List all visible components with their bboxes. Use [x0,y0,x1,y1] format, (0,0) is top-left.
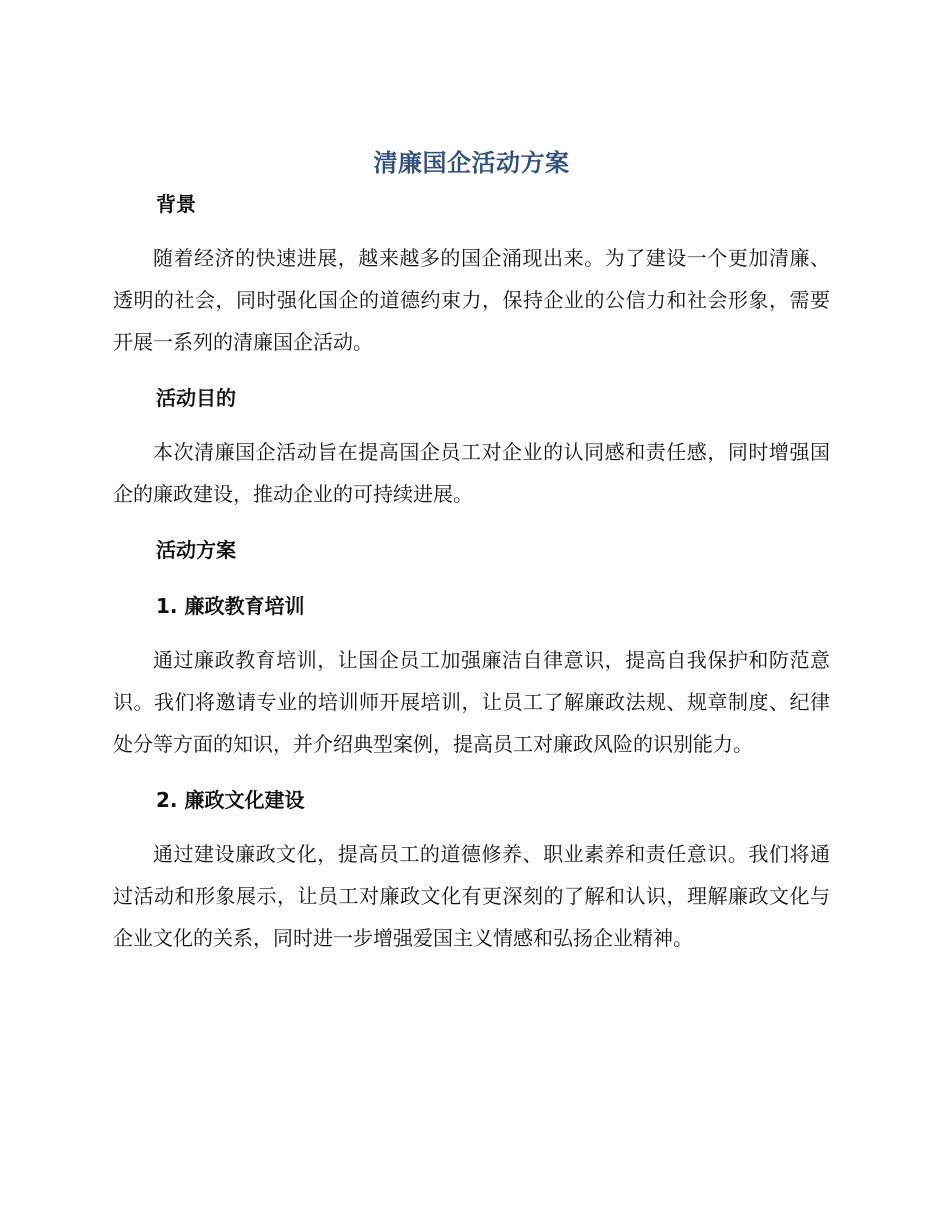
paragraph-culture: 通过建设廉政文化，提高员工的道德修养、职业素养和责任意识。我们将通过活动和形象展示，让员工对廉政文化有更深刻的了解和认识，理解廉政文化与企业文化的关系，同时进一步增强爱国主义情感和弘扬企业精神。 [113,842,830,950]
subsection-heading-training: 1. 廉政教育培训 [156,594,305,618]
paragraph-purpose: 本次清廉国企活动旨在提高国企员工对企业的认同感和责任感，同时增强国企的廉政建设，推动企业的可持续进展。 [113,440,830,506]
section-heading-plan: 活动方案 [156,538,236,562]
section-heading-purpose: 活动目的 [156,386,236,410]
section-heading-background: 背景 [156,192,196,216]
paragraph-background: 随着经济的快速进展，越来越多的国企涌现出来。为了建设一个更加清廉、透明的社会，同时强化国企的道德约束力，保持企业的公信力和社会形象，需要开展一系列的清廉国企活动。 [113,246,830,354]
document-title: 清廉国企活动方案 [373,149,570,177]
paragraph-training: 通过廉政教育培训，让国企员工加强廉洁自律意识，提高自我保护和防范意识。我们将邀请专业的培训师开展培训，让员工了解廉政法规、规章制度、纪律处分等方面的知识，并介绍典型案例，提高员工对廉政风险的识别能力。 [113,648,830,756]
subsection-heading-culture: 2. 廉政文化建设 [156,788,305,812]
document-page [113,145,830,959]
